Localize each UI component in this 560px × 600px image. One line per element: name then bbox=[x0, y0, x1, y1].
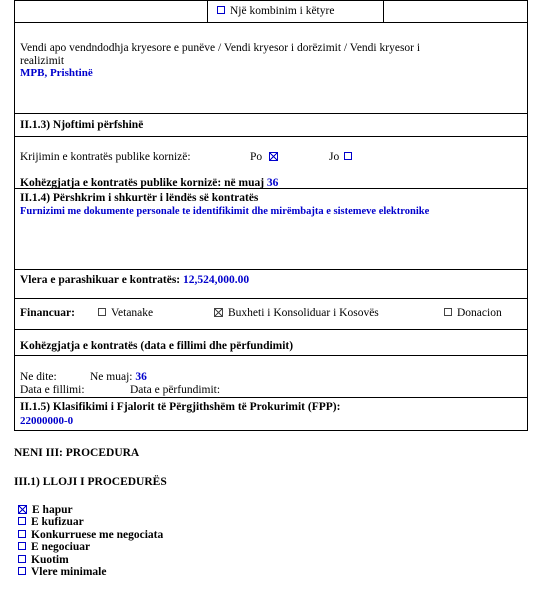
procedure-option-quotation[interactable]: Kuotim bbox=[18, 554, 69, 567]
checkbox-empty-icon[interactable] bbox=[18, 517, 26, 525]
top-row-right-cell bbox=[383, 0, 528, 23]
procedure-option-minimal-value[interactable]: Vlere minimale bbox=[18, 566, 106, 579]
checkbox-checked-icon[interactable] bbox=[269, 152, 278, 161]
framework-heading-divider bbox=[14, 136, 528, 137]
top-row-left-cell bbox=[14, 0, 208, 23]
checkbox-empty-icon[interactable] bbox=[217, 6, 225, 14]
financing-option-donation[interactable]: Donacion bbox=[444, 307, 502, 320]
framework-duration-value: 36 bbox=[266, 177, 279, 189]
estimated-value-amount: 12,524,000.00 bbox=[183, 274, 250, 286]
procedure-option-restricted[interactable]: E kufizuar bbox=[18, 516, 84, 529]
checkbox-empty-icon[interactable] bbox=[444, 308, 452, 316]
checkbox-checked-icon[interactable] bbox=[214, 308, 223, 317]
financing-label: Financuar: bbox=[20, 307, 75, 319]
checkbox-empty-icon[interactable] bbox=[18, 530, 26, 538]
location-value: MPB, Prishtinë bbox=[20, 67, 93, 79]
checkbox-empty-icon[interactable] bbox=[18, 567, 26, 575]
framework-question: Krijimin e kontratës publike kornizë: bbox=[20, 151, 191, 163]
contract-duration-start: Data e fillimi: bbox=[20, 384, 85, 396]
cpv-value: 22000000-0 bbox=[20, 415, 74, 427]
location-label-line1: Vendi apo vendndodhja kryesore e punëve / Vendi kryesor i dorëzimit / Vendi kryesor i bbox=[20, 42, 421, 54]
location-label-line2: realizimit bbox=[20, 55, 65, 67]
procedure-option-negotiated[interactable]: E negociuar bbox=[18, 541, 90, 554]
framework-yes-option[interactable]: Po bbox=[250, 151, 283, 164]
procedure-option-competitive-negotiation[interactable]: Konkurruese me negociata bbox=[18, 529, 163, 542]
section3-subheading: III.1) LLOJI I PROCEDURËS bbox=[14, 476, 167, 488]
framework-heading: II.1.3) Njoftimi përfshinë bbox=[20, 119, 144, 131]
checkbox-checked-icon[interactable] bbox=[18, 505, 27, 514]
contract-duration-days: Ne dite: bbox=[20, 371, 57, 383]
checkbox-empty-icon[interactable] bbox=[98, 308, 106, 316]
contract-duration-end: Data e përfundimit: bbox=[130, 384, 221, 396]
checkbox-empty-icon[interactable] bbox=[344, 152, 352, 160]
contract-duration-months: Ne muaj: 36 bbox=[90, 371, 147, 383]
checkbox-empty-icon[interactable] bbox=[18, 555, 26, 563]
section3-heading: NENI III: PROCEDURA bbox=[14, 447, 140, 459]
financing-option-consolidated[interactable]: Buxheti i Konsoliduar i Kosovës bbox=[214, 307, 379, 320]
estimated-value: Vlera e parashikuar e kontratës: 12,524,000.00 bbox=[20, 274, 250, 286]
contract-duration-heading: Kohëzgjatja e kontratës (data e fillimi dhe përfundimit) bbox=[20, 340, 294, 352]
contract-duration-divider bbox=[14, 355, 528, 356]
description-heading: II.1.4) Përshkrim i shkurtër i lëndës së kontratës bbox=[20, 192, 259, 204]
framework-no-option[interactable]: Jo bbox=[329, 151, 357, 164]
cpv-heading: II.1.5) Klasifikimi i Fjalorit të Përgjithshëm të Prokurimit (FPP): bbox=[20, 401, 341, 413]
description-value: Furnizimi me dokumente personale te identifikimit dhe mirëmbajta e sistemeve elektronike bbox=[20, 206, 430, 217]
contract-duration-months-value: 36 bbox=[135, 371, 147, 383]
checkbox-empty-icon[interactable] bbox=[18, 542, 26, 550]
framework-duration: Kohëzgjatja e kontratës publike kornizë: në muaj 36 bbox=[20, 177, 279, 189]
option-combination[interactable]: Një kombinim i këtyre bbox=[217, 5, 334, 18]
financing-option-own[interactable]: Vetanake bbox=[98, 307, 153, 320]
procedure-option-open[interactable]: E hapur bbox=[18, 504, 73, 517]
